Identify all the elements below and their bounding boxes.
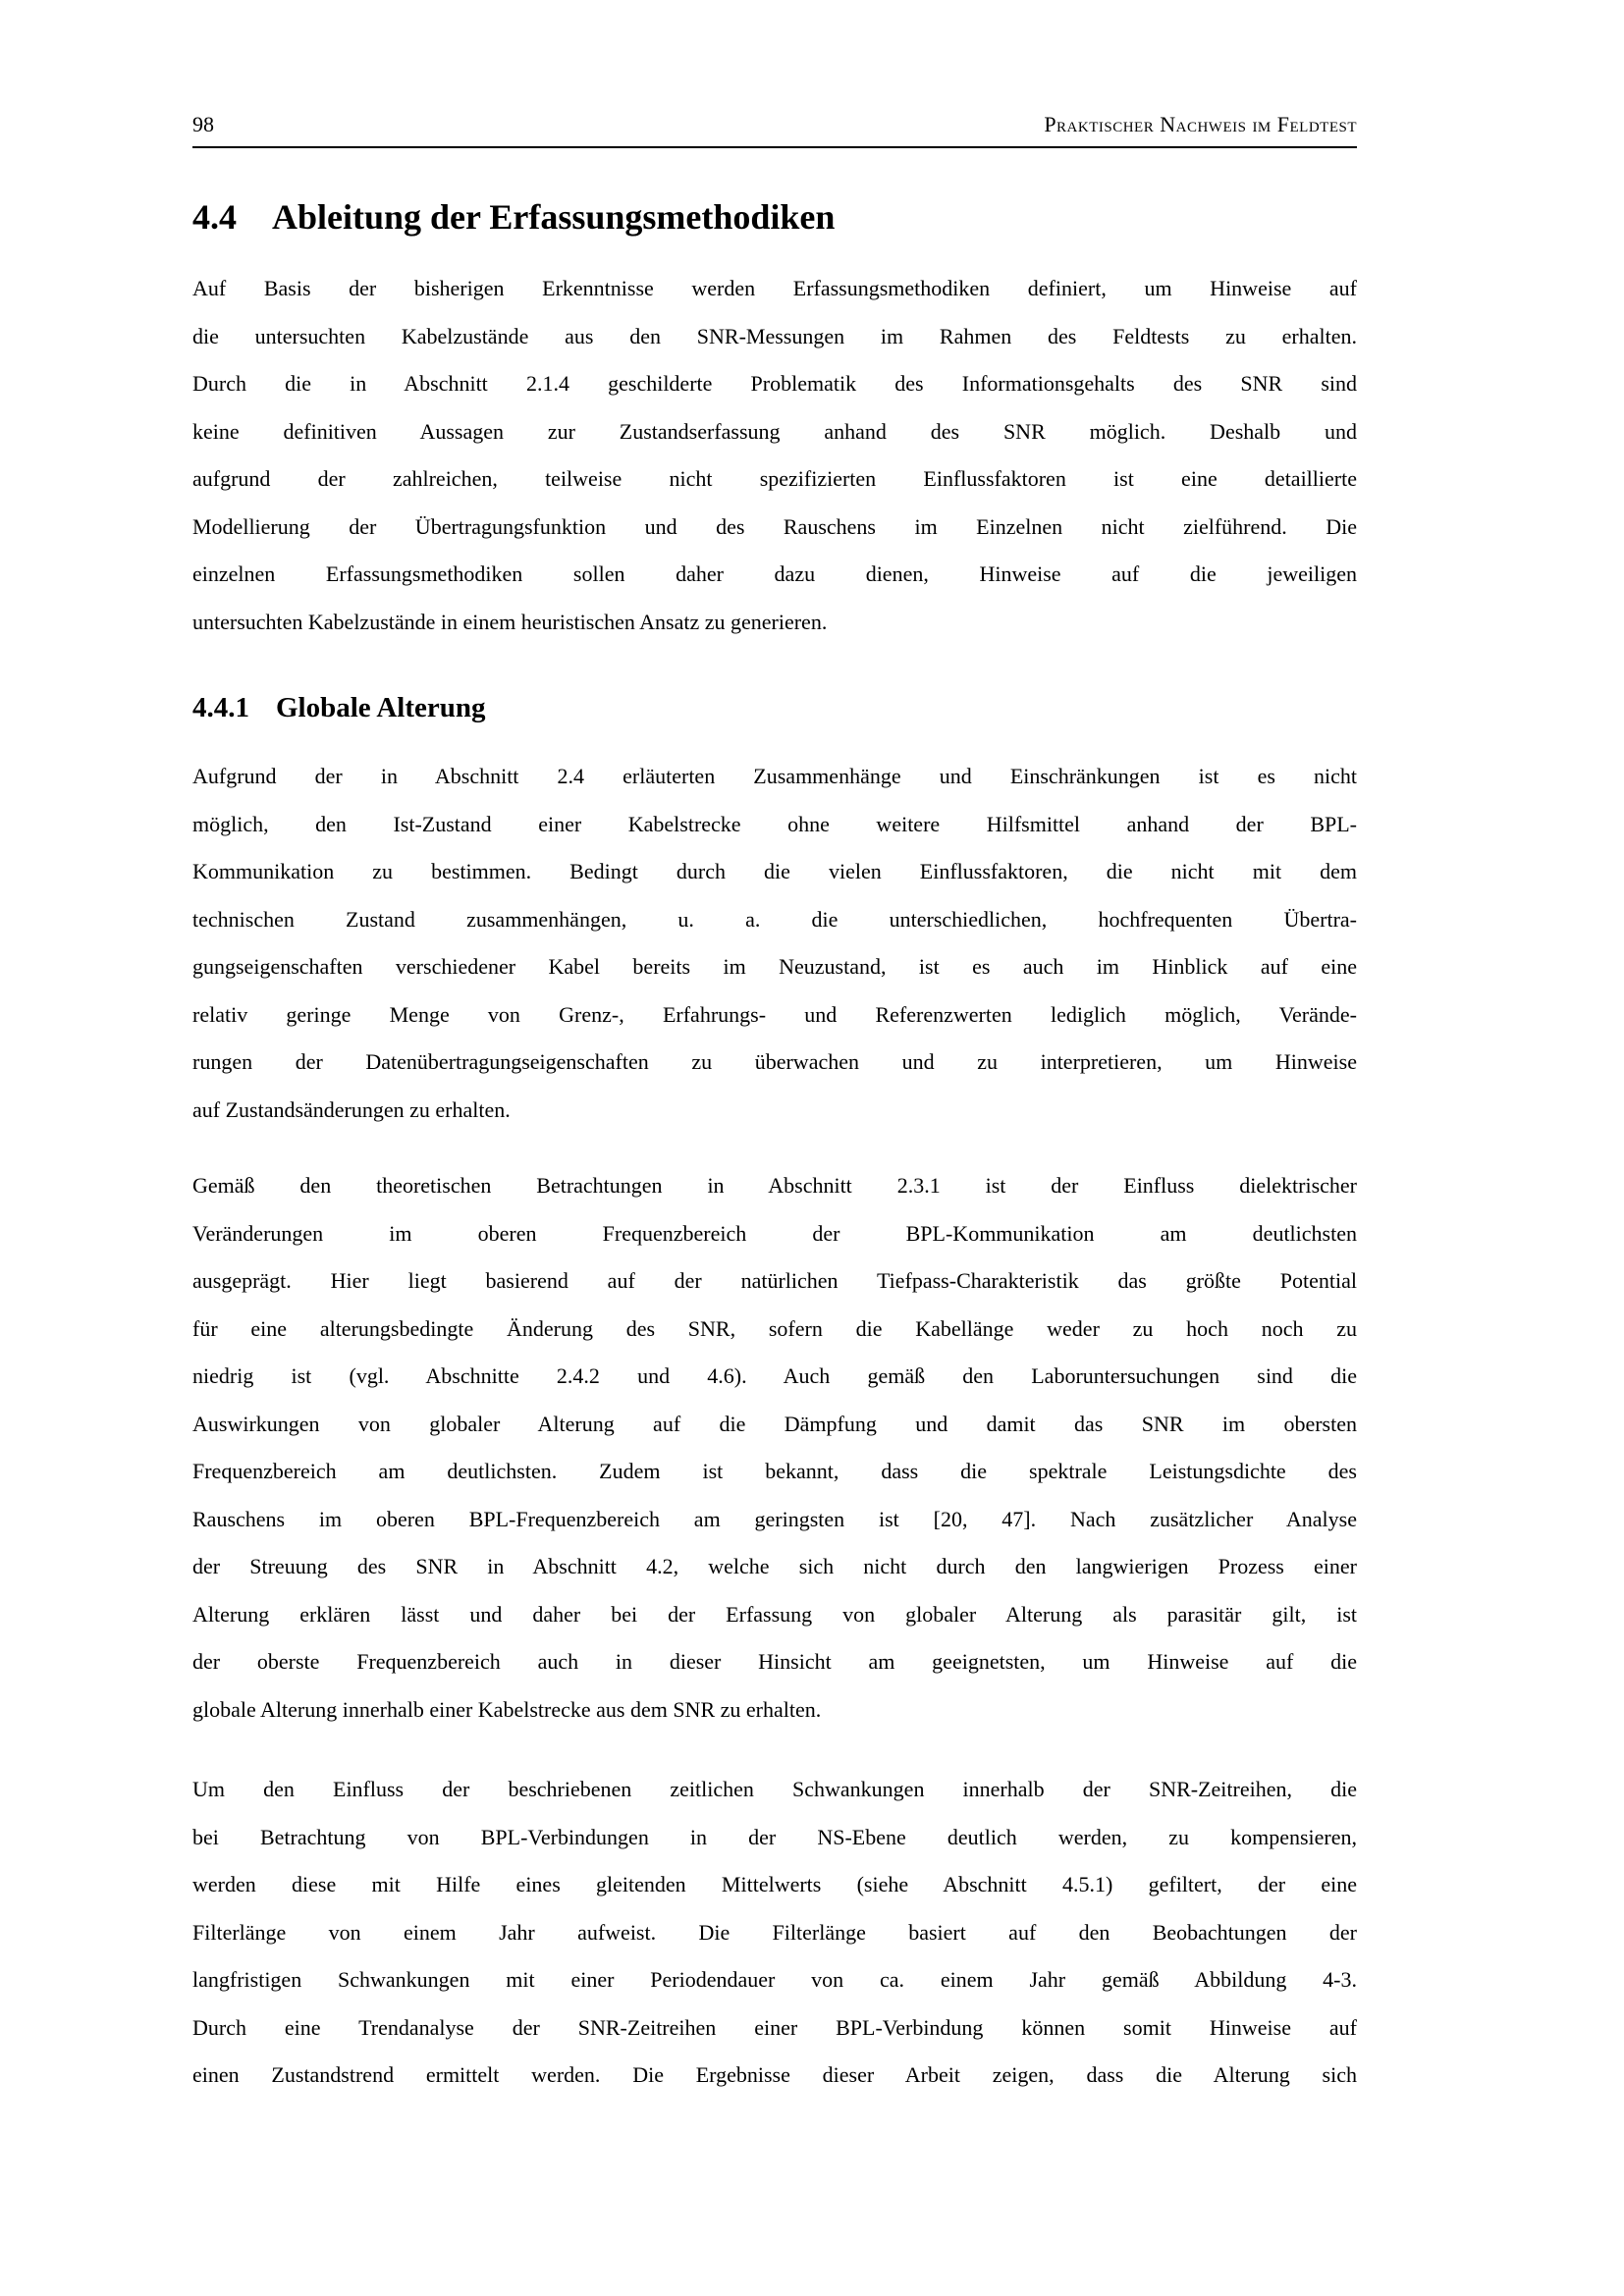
text-line: aufgrund der zahlreichen, teilweise nicht spezifizierten Einflussfaktoren ist eine detaillierte — [192, 466, 1357, 491]
text-line: Frequenzbereich am deutlichsten. Zudem ist bekannt, dass die spektrale Leistungsdichte des — [192, 1459, 1357, 1483]
text-line: die untersuchten Kabelzustände aus den SNR-Messungen im Rahmen des Feldtests zu erhalten. — [192, 323, 1357, 348]
text-line: Filterlänge von einem Jahr aufweist. Die Filterlänge basiert auf den Beobachtungen der — [192, 1919, 1357, 1945]
text-line: möglich, den Ist-Zustand einer Kabelstrecke ohne weitere Hilfsmittel anhand der BPL- — [192, 811, 1357, 836]
running-title: Praktischer Nachweis im Feldtest — [1044, 112, 1357, 136]
text-line: Auswirkungen von globaler Alterung auf die Dämpfung und damit das SNR im obersten — [192, 1411, 1357, 1436]
text-line: einzelnen Erfassungsmethodiken sollen daher dazu dienen, Hinweise auf die jeweiligen — [192, 561, 1357, 586]
text-line: Gemäß den theoretischen Betrachtungen in Abschnitt 2.3.1 ist der Einfluss dielektrischer — [192, 1173, 1357, 1198]
text-line: Durch eine Trendanalyse der SNR-Zeitreihen einer BPL-Verbindung können somit Hinweise auf — [192, 2014, 1357, 2040]
text-line: Rauschens im oberen BPL-Frequenzbereich am geringsten ist [20, 47]. Nach zusätzlicher Analyse — [192, 1506, 1357, 1531]
text-line: niedrig ist (vgl. Abschnitte 2.4.2 und 4.6). Auch gemäß den Laboruntersuchungen sind die — [192, 1363, 1357, 1388]
text-line: Veränderungen im oberen Frequenzbereich der BPL-Kommunikation am deutlichsten — [192, 1220, 1357, 1246]
text-line: bei Betrachtung von BPL-Verbindungen in der NS-Ebene deutlich werden, zu kompensieren, — [192, 1824, 1357, 1849]
paragraph — [192, 753, 1357, 1134]
subsection-heading — [192, 688, 1357, 727]
text-column — [192, 0, 1357, 2100]
text-line: ausgeprägt. Hier liegt basierend auf der natürlichen Tiefpass-Charakteristik das größte Potential — [192, 1268, 1357, 1293]
text-line: auf Zustandsänderungen zu erhalten. — [192, 1096, 511, 1122]
text-line: Aufgrund der in Abschnitt 2.4 erläuterten Zusammenhänge und Einschränkungen ist es nicht — [192, 764, 1357, 788]
paragraph — [192, 1766, 1357, 2100]
paragraph — [192, 265, 1357, 646]
text-line: rungen der Datenübertragungseigenschaften zu überwachen und zu interpretieren, um Hinweise — [192, 1049, 1357, 1074]
paragraph — [192, 1162, 1357, 1734]
page-number: 98 — [192, 112, 214, 136]
text-line: der oberste Frequenzbereich auch in dieser Hinsicht am geeignetsten, um Hinweise auf die — [192, 1649, 1357, 1674]
text-line: keine definitiven Aussagen zur Zustandserfassung anhand des SNR möglich. Deshalb und — [192, 418, 1357, 444]
text-line: einen Zustandstrend ermittelt werden. Die Ergebnisse dieser Arbeit zeigen, dass die Alterung sich — [192, 2062, 1357, 2087]
subsection-title: Globale Alterung — [276, 692, 486, 723]
text-line: Modellierung der Übertragungsfunktion und des Rauschens im Einzelnen nicht zielführend. Die — [192, 513, 1357, 539]
text-line: werden diese mit Hilfe eines gleitenden Mittelwerts (siehe Abschnitt 4.5.1) gefiltert, der eine — [192, 1872, 1357, 1896]
text-line: technischen Zustand zusammenhängen, u. a. die unterschiedlichen, hochfrequenten Übertra- — [192, 906, 1357, 932]
section-heading — [192, 195, 1357, 239]
section-title: Ableitung der Erfassungsmethodiken — [272, 197, 836, 237]
text-line: Alterung erklären lässt und daher bei der Erfassung von globaler Alterung als parasitär gilt, ist — [192, 1601, 1357, 1627]
text-line: langfristigen Schwankungen mit einer Periodendauer von ca. einem Jahr gemäß Abbildung 4-3. — [192, 1967, 1357, 1992]
section-number: 4.4 — [192, 197, 237, 237]
text-line: globale Alterung innerhalb einer Kabelstrecke aus dem SNR zu erhalten. — [192, 1696, 822, 1722]
text-line: Um den Einfluss der beschriebenen zeitlichen Schwankungen innerhalb der SNR-Zeitreihen, die — [192, 1777, 1357, 1801]
text-line: Durch die in Abschnitt 2.1.4 geschilderte Problematik des Informationsgehalts des SNR sind — [192, 371, 1357, 396]
text-line: der Streuung des SNR in Abschnitt 4.2, welche sich nicht durch den langwierigen Prozess einer — [192, 1554, 1357, 1578]
subsection-number: 4.4.1 — [192, 692, 249, 723]
text-line: Kommunikation zu bestimmen. Bedingt durch die vielen Einflussfaktoren, die nicht mit dem — [192, 859, 1357, 883]
text-line: untersuchten Kabelzustände in einem heuristischen Ansatz zu generieren. — [192, 609, 828, 634]
text-line: Auf Basis der bisherigen Erkenntnisse werden Erfassungsmethodiken definiert, um Hinweise auf — [192, 276, 1357, 300]
text-line: für eine alterungsbedingte Änderung des SNR, sofern die Kabellänge weder zu hoch noch zu — [192, 1315, 1357, 1341]
text-line: gungseigenschaften verschiedener Kabel bereits im Neuzustand, ist es auch im Hinblick auf eine — [192, 954, 1357, 979]
text-line: relativ geringe Menge von Grenz-, Erfahrungs- und Referenzwerten lediglich möglich, Verände- — [192, 1001, 1357, 1027]
